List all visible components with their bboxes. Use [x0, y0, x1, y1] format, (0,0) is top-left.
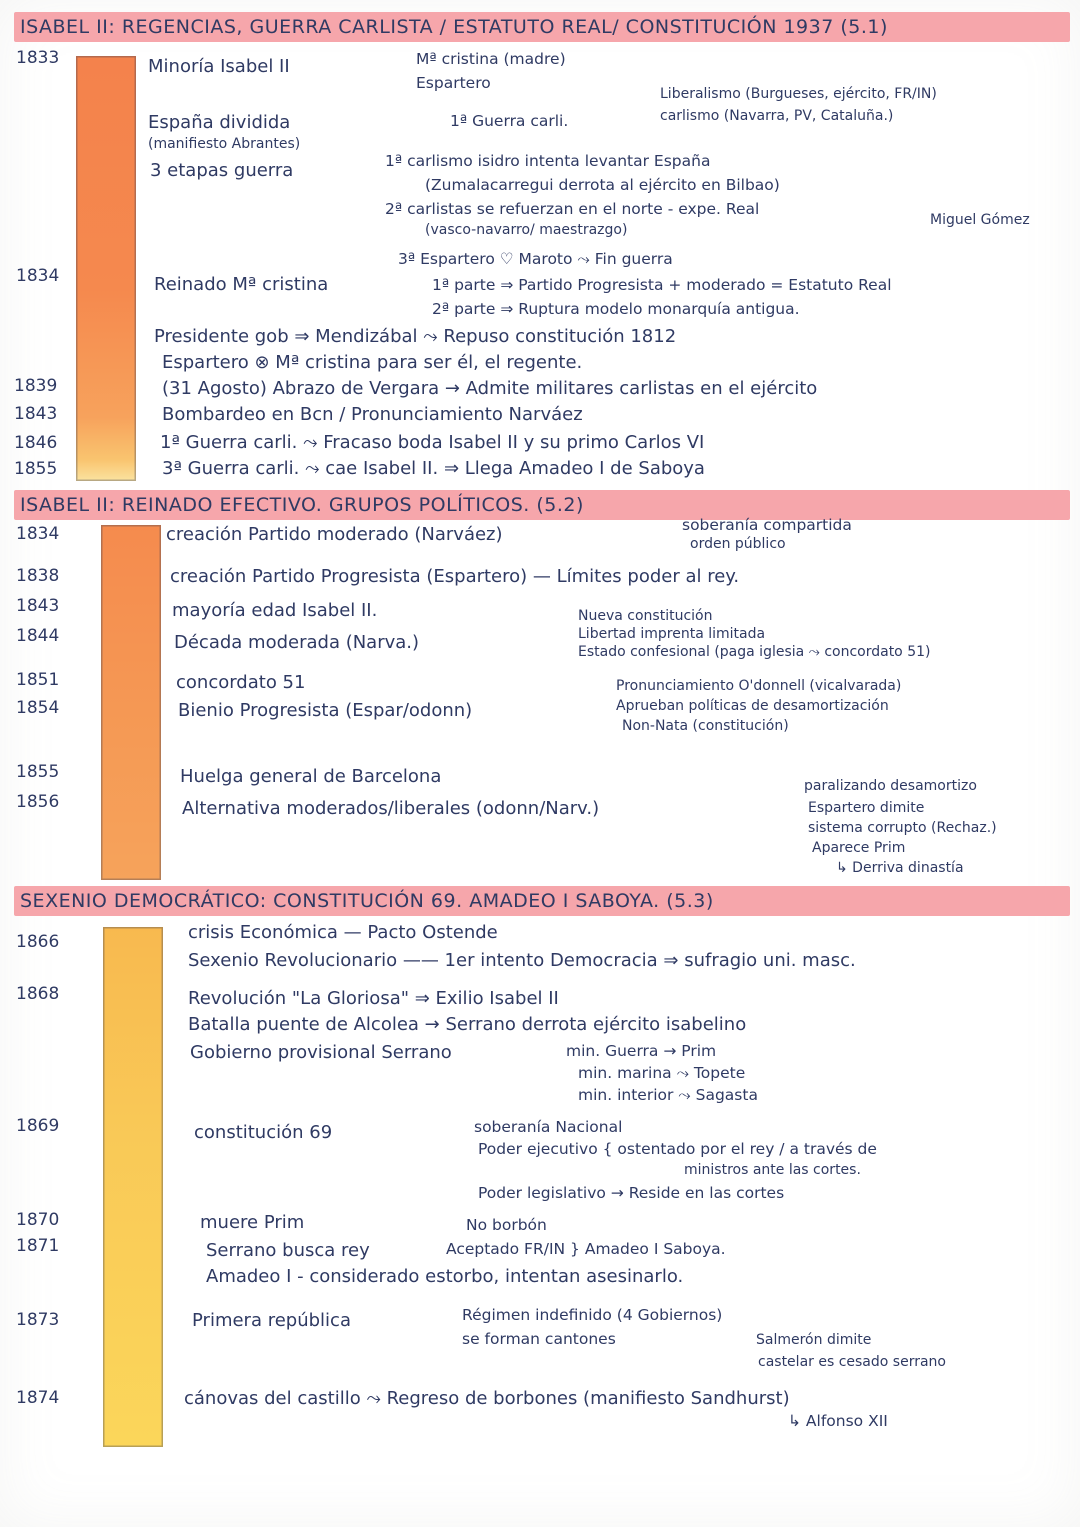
note-line: sistema corrupto (Rechaz.): [808, 820, 997, 836]
note-line: ministros ante las cortes.: [684, 1162, 861, 1178]
note-line: 1ª carlismo isidro intenta levantar España: [385, 152, 711, 170]
year-label: 1874: [16, 1388, 60, 1408]
timeline-bar-3: [103, 927, 163, 1447]
note-line: creación Partido moderado (Narváez): [166, 524, 503, 545]
timeline-bar-2: [101, 525, 161, 880]
note-line: Aprueban políticas de desamortización: [616, 698, 889, 714]
year-label: 1866: [16, 932, 60, 952]
note-line: mayoría edad Isabel II.: [172, 600, 378, 621]
note-line: (manifiesto Abrantes): [148, 136, 301, 152]
note-line: Non-Nata (constitución): [622, 718, 789, 734]
note-line: Mª cristina (madre): [416, 50, 566, 68]
note-line: carlismo (Navarra, PV, Cataluña.): [660, 108, 894, 124]
note-line: Espartero dimite: [808, 800, 925, 816]
year-label: 1873: [16, 1310, 60, 1330]
year-label: 1870: [16, 1210, 60, 1230]
note-line: Nueva constitución: [578, 608, 713, 624]
note-line: castelar es cesado serrano: [758, 1354, 946, 1370]
note-line: 2ª carlistas se refuerzan en el norte - expe. Real: [385, 200, 760, 218]
note-line: se forman cantones: [462, 1330, 616, 1348]
note-line: concordato 51: [176, 672, 306, 693]
year-label: 1854: [16, 698, 60, 718]
year-label: 1839: [14, 376, 58, 396]
year-label: 1844: [16, 626, 60, 646]
note-line: 3ª Guerra carli. ⤳ cae Isabel II. ⇒ Llega Amadeo I de Saboya: [162, 458, 705, 479]
year-label: 1868: [16, 984, 60, 1004]
note-line: 2ª parte ⇒ Ruptura modelo monarquía antigua.: [432, 300, 800, 318]
note-line: (31 Agosto) Abrazo de Vergara → Admite militares carlistas en el ejército: [162, 378, 818, 399]
note-line: soberanía Nacional: [474, 1118, 623, 1136]
note-line: España dividida: [148, 112, 291, 133]
note-line: Libertad imprenta limitada: [578, 626, 766, 642]
note-line: 1ª Guerra carli. ⤳ Fracaso boda Isabel II y su primo Carlos VI: [160, 432, 705, 453]
note-line: crisis Económica — Pacto Ostende: [188, 922, 498, 943]
note-line: 1ª Guerra carli.: [450, 112, 569, 130]
note-line: (vasco-navarro/ maestrazgo): [425, 222, 628, 238]
section-3-title: SEXENIO DEMOCRÁTICO: CONSTITUCIÓN 69. AMADEO I SABOYA. (5.3): [14, 886, 1070, 916]
note-line: No borbón: [466, 1216, 547, 1234]
note-line: muere Prim: [200, 1212, 305, 1233]
note-line: Espartero ⊗ Mª cristina para ser él, el regente.: [162, 352, 583, 373]
year-label: 1843: [14, 404, 58, 424]
note-line: Aceptado FR/IN } Amadeo I Saboya.: [446, 1240, 726, 1258]
year-label: 1869: [16, 1116, 60, 1136]
note-line: Bombardeo en Bcn / Pronunciamiento Narváez: [162, 404, 583, 425]
note-line: Bienio Progresista (Espar/odonn): [178, 700, 473, 721]
note-line: ↳ Derriva dinastía: [836, 860, 964, 876]
note-line: (Zumalacarregui derrota al ejército en Bilbao): [425, 176, 780, 194]
note-line: 3ª Espartero ♡ Maroto ⤳ Fin guerra: [398, 250, 673, 268]
note-line: Década moderada (Narva.): [174, 632, 420, 653]
note-line: 1ª parte ⇒ Partido Progresista + moderado = Estatuto Real: [432, 276, 892, 294]
note-line: Minoría Isabel II: [148, 56, 290, 77]
note-line: Batalla puente de Alcolea → Serrano derrota ejército isabelino: [188, 1014, 747, 1035]
note-line: Alternativa moderados/liberales (odonn/Narv.): [182, 798, 600, 819]
note-line: orden público: [690, 536, 786, 552]
year-label: 1871: [16, 1236, 60, 1256]
note-line: Huelga general de Barcelona: [180, 766, 442, 787]
note-line: Miguel Gómez: [930, 212, 1030, 228]
note-line: Sexenio Revolucionario —— 1er intento Democracia ⇒ sufragio uni. masc.: [188, 950, 856, 971]
note-line: Poder legislativo → Reside en las cortes: [478, 1184, 785, 1202]
year-label: 1855: [14, 459, 58, 479]
note-line: Poder ejecutivo { ostentado por el rey / a través de: [478, 1140, 877, 1158]
year-label: 1833: [16, 48, 60, 68]
note-line: Pronunciamiento O'donnell (vicalvarada): [616, 678, 902, 694]
note-line: cánovas del castillo ⤳ Regreso de borbones (manifiesto Sandhurst): [184, 1388, 790, 1409]
year-label: 1838: [16, 566, 60, 586]
note-line: Serrano busca rey: [206, 1240, 370, 1261]
note-line: 3 etapas guerra: [150, 160, 294, 181]
note-line: soberanía compartida: [682, 516, 852, 534]
note-line: paralizando desamortizo: [804, 778, 977, 794]
timeline-bar-1: [76, 56, 136, 481]
year-label: 1846: [14, 433, 58, 453]
note-line: Aparece Prim: [812, 840, 906, 856]
note-line: Régimen indefinido (4 Gobiernos): [462, 1306, 723, 1324]
year-label: 1851: [16, 670, 60, 690]
year-label: 1856: [16, 792, 60, 812]
note-line: creación Partido Progresista (Espartero) — Límites poder al rey.: [170, 566, 740, 587]
note-line: Liberalismo (Burgueses, ejército, FR/IN): [660, 86, 937, 102]
note-line: Primera república: [192, 1310, 351, 1331]
year-label: 1855: [16, 762, 60, 782]
note-line: min. Guerra → Prim: [566, 1042, 717, 1060]
year-label: 1834: [16, 524, 60, 544]
note-line: Amadeo I - considerado estorbo, intentan asesinarlo.: [206, 1266, 684, 1287]
section-2-title: ISABEL II: REINADO EFECTIVO. GRUPOS POLÍTICOS. (5.2): [14, 490, 1070, 520]
note-line: ↳ Alfonso XII: [788, 1412, 888, 1430]
note-line: constitución 69: [194, 1122, 333, 1143]
note-line: min. interior ⤳ Sagasta: [578, 1086, 758, 1104]
note-line: Salmerón dimite: [756, 1332, 872, 1348]
year-label: 1834: [16, 266, 60, 286]
section-1-title: ISABEL II: REGENCIAS, GUERRA CARLISTA / ESTATUTO REAL/ CONSTITUCIÓN 1937 (5.1): [14, 12, 1070, 42]
note-line: min. marina ⤳ Topete: [578, 1064, 746, 1082]
note-line: Presidente gob ⇒ Mendizábal ⤳ Repuso constitución 1812: [154, 326, 677, 347]
year-label: 1843: [16, 596, 60, 616]
note-line: Gobierno provisional Serrano: [190, 1042, 452, 1063]
note-line: Reinado Mª cristina: [154, 274, 329, 295]
note-line: Espartero: [416, 74, 491, 92]
note-line: Revolución "La Gloriosa" ⇒ Exilio Isabel II: [188, 988, 559, 1009]
note-line: Estado confesional (paga iglesia ⤳ concordato 51): [578, 644, 931, 660]
